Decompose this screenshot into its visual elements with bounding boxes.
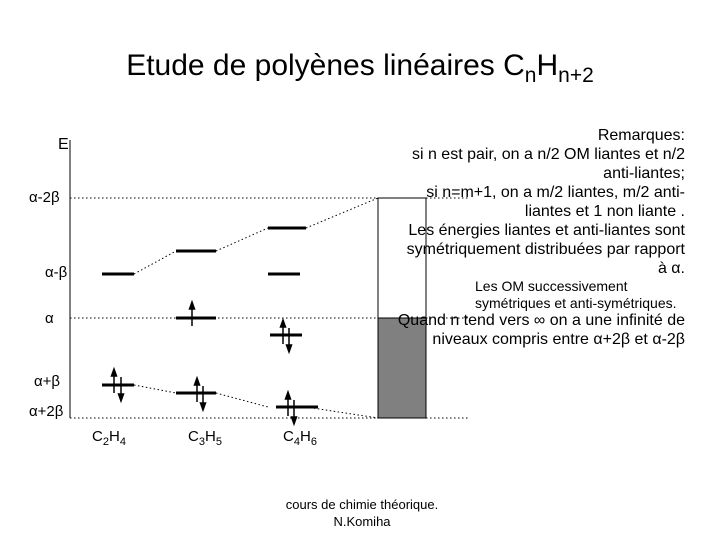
footer-course: cours de chimie théorique.: [285, 497, 439, 512]
level-label-alpha-minus-beta: α-β: [45, 264, 68, 281]
connector: [306, 407, 378, 418]
remark-even-n: si n est pair, on a n/2 OM liantes et n/2 anti-liantes;: [411, 146, 685, 182]
level-label-alpha-plus-2beta: α+2β: [29, 403, 64, 420]
levels-c3h5: [176, 251, 216, 393]
levels-c2h4: [102, 274, 134, 385]
connector: [134, 251, 176, 274]
remarks-panel: [395, 126, 685, 349]
remark-infinite-chain: Quand n tend vers ∞ on a une infinité de niveaux compris entre α+2β et α-2β: [397, 312, 685, 348]
remark-symmetry: Les énergies liantes et anti-liantes sont symétriquement distribuées par rapport à α.: [406, 222, 685, 277]
footer-author: N.Komiha: [333, 514, 391, 529]
level-label-alpha-plus-beta: α+β: [34, 373, 61, 390]
footer-credit: [262, 496, 462, 530]
molecule-label-c2h4: $C_2H_4$: [92, 428, 126, 448]
connector: [216, 228, 268, 251]
molecule-label-c4h6: $C_4H_6$: [283, 428, 317, 448]
page-title: Etude de polyènes linéaires $C_nH_{n+2}$: [126, 49, 594, 87]
level-label-alpha: α: [45, 310, 54, 327]
remark-om-symmetry: Les OM successivement symétriques et anti-symétriques.: [475, 278, 677, 311]
connector: [216, 393, 268, 407]
level-label-alpha-minus-2beta: α-2β: [29, 189, 60, 206]
remark-odd-n: si n=m+1, on a m/2 liantes, m/2 anti-liantes et 1 non liante .: [426, 184, 685, 220]
connector: [306, 198, 378, 228]
axis-label-energy: E: [58, 136, 69, 153]
level-connectors: [134, 198, 378, 418]
connector: [134, 385, 176, 393]
molecule-label-c3h5: $C_3H_5$: [188, 428, 222, 448]
remark-heading: Remarques:: [597, 127, 685, 144]
single-electron: [190, 302, 195, 326]
